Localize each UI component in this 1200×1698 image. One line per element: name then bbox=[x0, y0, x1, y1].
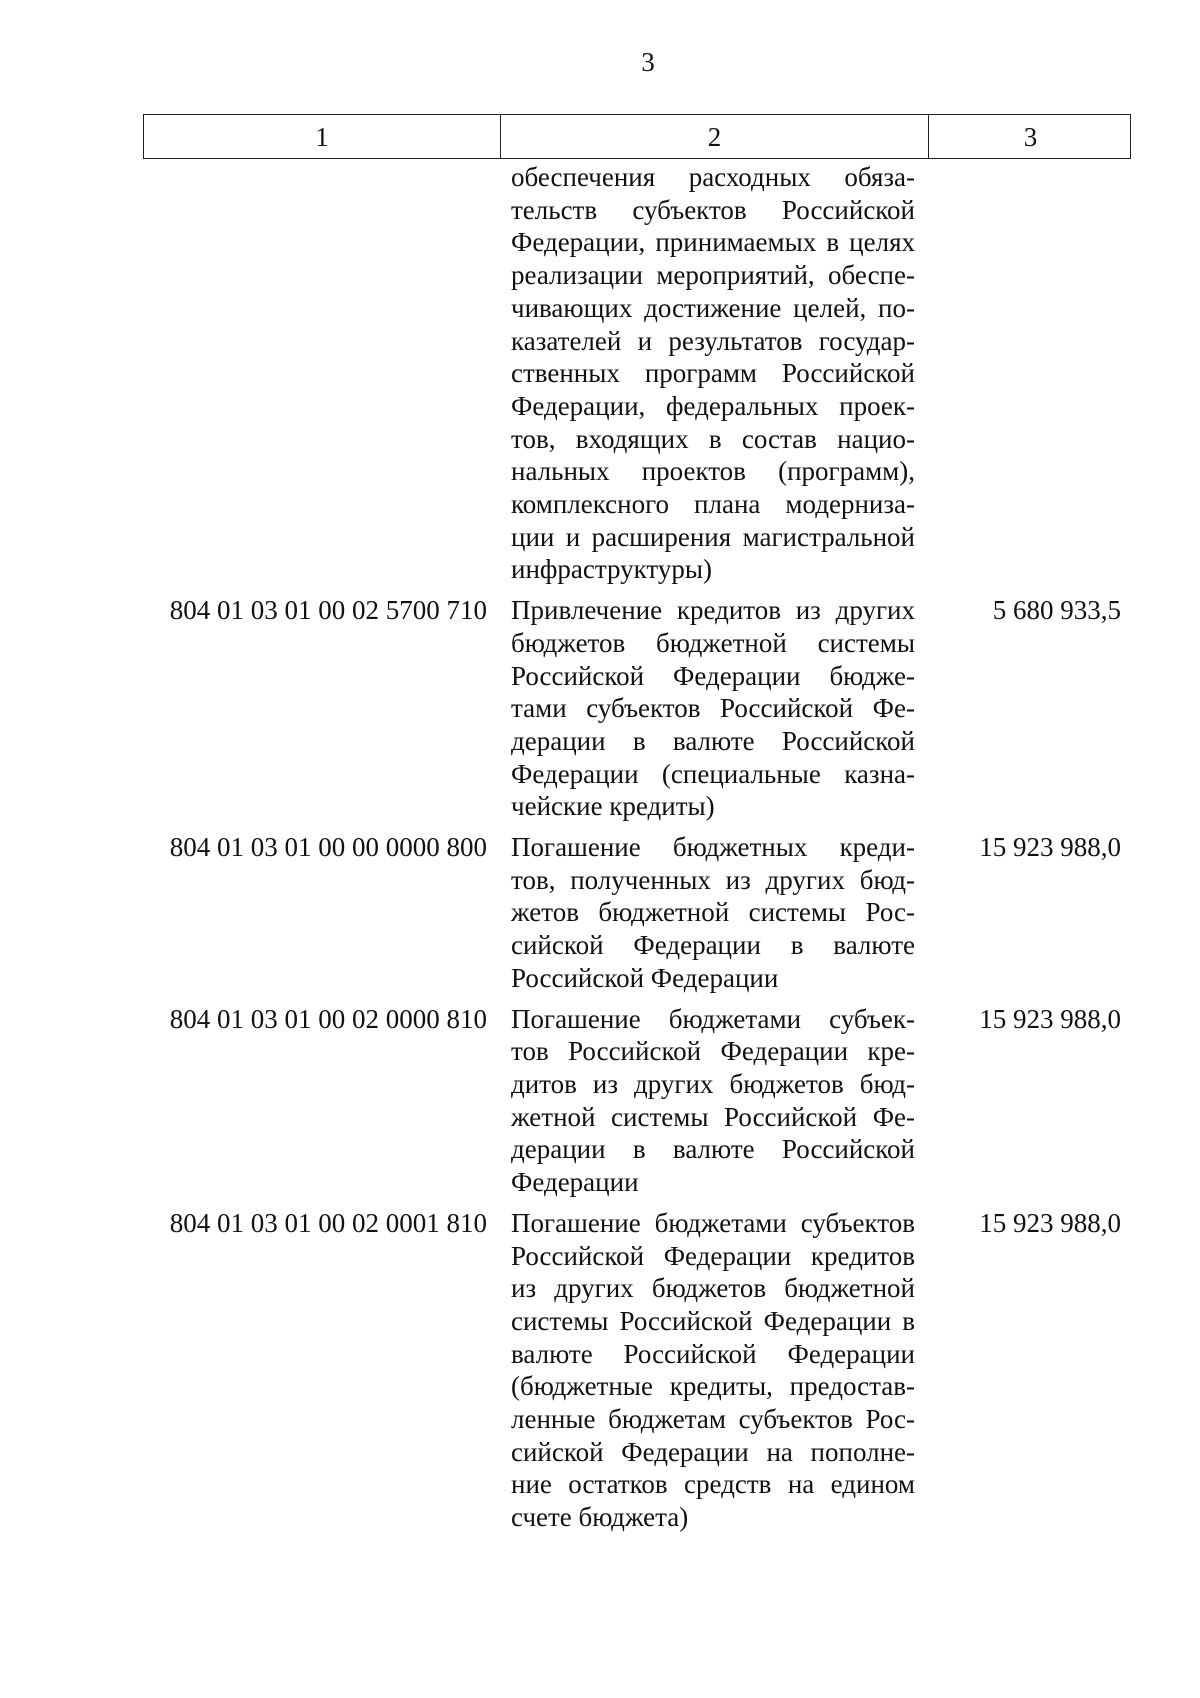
description-line: Федерации, принимаемых в целях bbox=[511, 227, 915, 258]
amount: 5 680 933,5 bbox=[992, 595, 1121, 626]
description-line: тов, полученных из других бюд- bbox=[511, 864, 915, 895]
description bbox=[499, 1003, 927, 1199]
description-line: казателей и результатов государ- bbox=[511, 325, 915, 356]
description-line: счете бюджета) bbox=[511, 1502, 689, 1533]
description bbox=[499, 161, 927, 586]
table-row bbox=[143, 161, 1131, 586]
description bbox=[499, 831, 927, 995]
description-line: системы Российской Федерации в bbox=[511, 1305, 915, 1336]
description-line: ние остатков средств на едином bbox=[511, 1469, 915, 1500]
description-line: чейские кредиты) bbox=[511, 791, 715, 822]
amount: 15 923 988,0 bbox=[979, 1003, 1121, 1034]
amount bbox=[927, 161, 1131, 586]
description-line: Погашение бюджетами субъек- bbox=[511, 1003, 915, 1034]
budget-code: 804 01 03 01 00 02 0001 810 bbox=[169, 1207, 487, 1238]
page-number: 3 bbox=[641, 47, 655, 77]
description-line: сийской Федерации в валюте bbox=[511, 930, 915, 961]
description-line: дерации в валюте Российской bbox=[511, 1134, 915, 1165]
column-header-1: 1 bbox=[315, 121, 329, 152]
description-line: нальных проектов (программ), bbox=[511, 456, 915, 487]
description-line: ственных программ Российской bbox=[511, 358, 915, 389]
description-line: Привлечение кредитов из других bbox=[511, 595, 915, 626]
description-line: дитов из других бюджетов бюд- bbox=[511, 1068, 915, 1099]
description-line: тов Российской Федерации кре- bbox=[511, 1036, 915, 1067]
budget-code bbox=[143, 161, 499, 586]
description bbox=[499, 594, 927, 823]
description-line: Российской Федерации bbox=[511, 962, 779, 993]
amount: 15 923 988,0 bbox=[979, 1207, 1121, 1238]
description-line: (бюджетные кредиты, предостав- bbox=[511, 1371, 915, 1402]
description-line: тельств субъектов Российской bbox=[511, 194, 915, 225]
description bbox=[499, 1207, 927, 1534]
budget-code: 804 01 03 01 00 00 0000 800 bbox=[169, 832, 487, 863]
table-body bbox=[143, 161, 1131, 1542]
description-line: Погашение бюджетами субъектов bbox=[511, 1207, 915, 1238]
description-line: тами субъектов Российской Фе- bbox=[511, 693, 915, 724]
budget-code: 804 01 03 01 00 02 0000 810 bbox=[169, 1003, 487, 1034]
description-line: реализации мероприятий, обеспе- bbox=[511, 260, 915, 291]
description-line: обеспечения расходных обяза- bbox=[511, 162, 915, 192]
table-row bbox=[143, 831, 1131, 995]
table-row bbox=[143, 1003, 1131, 1199]
description-line: из других бюджетов бюджетной bbox=[511, 1273, 915, 1304]
budget-code: 804 01 03 01 00 02 5700 710 bbox=[169, 595, 487, 626]
description-line: Погашение бюджетных креди- bbox=[511, 832, 915, 863]
table-row bbox=[143, 594, 1131, 823]
description-line: валюте Российской Федерации bbox=[511, 1338, 915, 1369]
description-line: тов, входящих в состав нацио- bbox=[511, 423, 915, 454]
description-line: дерации в валюте Российской bbox=[511, 725, 915, 756]
description-line: Федерации, федеральных проек- bbox=[511, 390, 915, 421]
description-line: жетной системы Российской Фе- bbox=[511, 1101, 915, 1132]
description-line: Российской Федерации кредитов bbox=[511, 1240, 915, 1271]
description-line: Федерации bbox=[511, 1167, 639, 1198]
description-line: инфраструктуры) bbox=[511, 554, 712, 585]
description-line: ленные бюджетам субъектов Рос- bbox=[511, 1404, 915, 1435]
column-header-3: 3 bbox=[928, 115, 1132, 158]
description-line: чивающих достижение целей, по- bbox=[511, 292, 915, 323]
description-line: комплексного плана модерниза- bbox=[511, 489, 915, 520]
description-line: сийской Федерации на пополне- bbox=[511, 1436, 915, 1467]
description-line: бюджетов бюджетной системы bbox=[511, 627, 915, 658]
column-header-2: 2 bbox=[500, 115, 928, 158]
amount: 15 923 988,0 bbox=[979, 832, 1121, 863]
table-header bbox=[143, 114, 1131, 159]
description-line: Российской Федерации бюдже- bbox=[511, 660, 915, 691]
description-line: Федерации (специальные казна- bbox=[511, 758, 915, 789]
description-line: ции и расширения магистральной bbox=[511, 521, 915, 552]
table-row bbox=[143, 1207, 1131, 1534]
description-line: жетов бюджетной системы Рос- bbox=[511, 897, 915, 928]
